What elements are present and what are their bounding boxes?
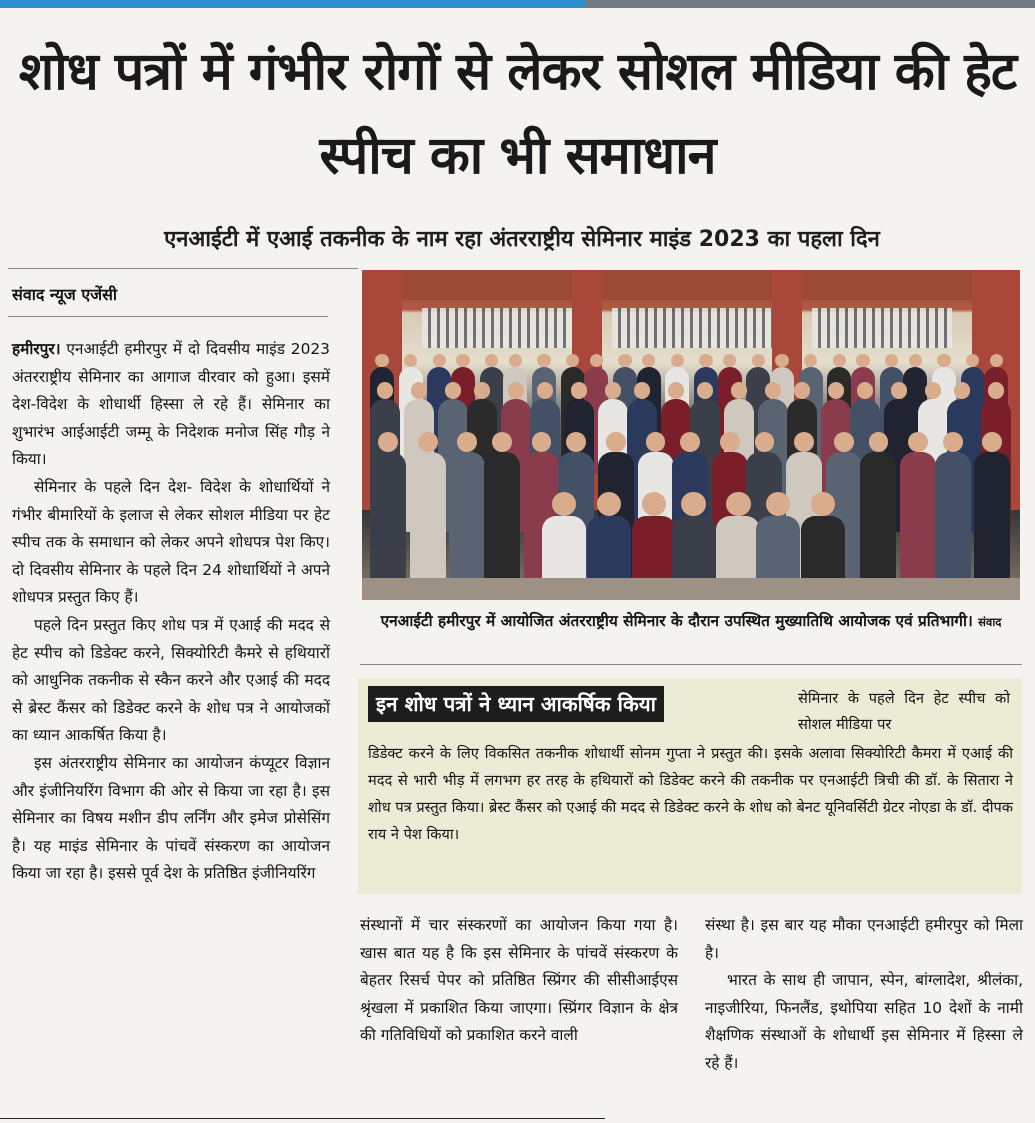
photo-person-head bbox=[775, 354, 788, 367]
bottom-rule bbox=[0, 1118, 605, 1123]
photo-person-head bbox=[377, 382, 394, 399]
article-column-1 bbox=[12, 336, 330, 888]
photo-person-head bbox=[794, 432, 814, 452]
photo-person-head bbox=[642, 354, 655, 367]
photo-person-head bbox=[618, 354, 631, 367]
photo-person bbox=[935, 452, 971, 582]
photo-person bbox=[900, 452, 936, 582]
photo-person bbox=[860, 452, 896, 582]
group-photo bbox=[362, 270, 1020, 600]
photo-person bbox=[974, 452, 1010, 582]
photo-person-head bbox=[605, 382, 622, 399]
photo-person bbox=[756, 516, 800, 582]
photo-person-head bbox=[418, 432, 438, 452]
photo-person-head bbox=[834, 432, 854, 452]
box-body-text: डिडेक्ट करने के लिए विकसित तकनीक शोधार्थी सोनम गुप्ता ने प्रस्तुत की। इसके अलावा सिक्योरिटी कैमरा में एआई की मदद से भारी भीड़ में लगभग हर तरह के हथियारों को डिडेक्ट करने की तकनीक पर एनआईटी त्रिची की डॉ. के सितारा ने शोध पत्र प्रस्तुत किया। ब्रेस्ट कैंसर को एआई की मदद से डिडेक्ट करने के शोध को बेनट यूनिवर्सिटी ग्रेटर नोएडा के डॉ. दीपक राय ने पेश किया। bbox=[368, 745, 1013, 843]
photo-person-head bbox=[571, 382, 588, 399]
photo-person-head bbox=[726, 492, 750, 516]
photo-person-head bbox=[731, 382, 748, 399]
photo-person-head bbox=[908, 432, 928, 452]
photo-person-head bbox=[755, 432, 775, 452]
photo-person-head bbox=[765, 382, 782, 399]
photo-person-head bbox=[794, 382, 811, 399]
photo-person-head bbox=[828, 382, 845, 399]
photo-person-head bbox=[954, 382, 971, 399]
photo-person-head bbox=[606, 432, 626, 452]
dateline: हमीरपुर। bbox=[12, 340, 61, 358]
photo-person-head bbox=[937, 354, 950, 367]
photo-person bbox=[632, 516, 676, 582]
article-column-3 bbox=[705, 912, 1023, 1078]
photo-person-head bbox=[885, 354, 898, 367]
photo-person bbox=[370, 452, 406, 582]
photo-person-head bbox=[869, 432, 889, 452]
photo-credit: संवाद bbox=[978, 615, 1002, 629]
photo-person-head bbox=[925, 382, 942, 399]
photo-person-head bbox=[634, 382, 651, 399]
photo-person-head bbox=[597, 492, 621, 516]
photo-person-head bbox=[532, 432, 552, 452]
photo-person bbox=[410, 452, 446, 582]
photo-person-head bbox=[537, 382, 554, 399]
photo-person-head bbox=[566, 354, 579, 367]
news-agency: संवाद न्यूज एजेंसी bbox=[12, 285, 118, 304]
photo-person-head bbox=[988, 382, 1005, 399]
photo-caption bbox=[362, 608, 1020, 636]
photo-person-head bbox=[375, 354, 388, 367]
photo-person-head bbox=[456, 354, 469, 367]
box-title: इन शोध पत्रों ने ध्यान आकर्षिक किया bbox=[368, 686, 664, 722]
photo-person bbox=[716, 516, 760, 582]
photo-person-head bbox=[404, 354, 417, 367]
paragraph: सेमिनार के पहले दिन देश- विदेश के शोधार्थियों ने गंभीर बीमारियों के इलाज से लेकर सोशल मीडिया पर हेट स्पीच तक के समाधान को लेकर अपने शोधपत्र पेश किए। दो दिवसीय सेमिनार के पहले दिन 24 शोधार्थियों ने अपने शोधपत्र प्रस्तुत किए हैं। bbox=[12, 477, 330, 607]
photo-person-head bbox=[668, 382, 685, 399]
photo-person bbox=[484, 452, 520, 582]
photo-person-head bbox=[378, 432, 398, 452]
paragraph: भारत के साथ ही जापान, स्पेन, बांग्लादेश, श्रीलंका, नाइजीरिया, फिनलैंड, इथोपिया सहित 10 देशों के नामी शैक्षणिक संस्थाओं के शोधार्थी इस सेमिनार में हिस्सा ले रहे हैं। bbox=[705, 971, 1023, 1072]
photo-person-head bbox=[857, 382, 874, 399]
paragraph bbox=[12, 336, 330, 474]
subheadline: एनआईटी में एआई तकनीक के नाम रहा अंतरराष्ट्रीय सेमिनार माइंड 2023 का पहला दिन bbox=[164, 227, 880, 252]
divider bbox=[360, 664, 1022, 665]
article-column-2 bbox=[360, 912, 678, 1050]
photo-person-head bbox=[411, 382, 428, 399]
paragraph-text: एनआईटी हमीरपुर में दो दिवसीय माइंड 2023 अंतरराष्ट्रीय सेमिनार का आगाज वीरवार को हुआ। इसमें देश-विदेश के शोधार्थी हिस्सा ले रहे हैं। सेमिनार का शुभारंभ आईआईटी जम्मू के निदेशक मनोज सिंह गौड़ ने किया। bbox=[12, 340, 330, 469]
photo-person bbox=[801, 516, 845, 582]
photo-person-head bbox=[433, 354, 446, 367]
photo-person bbox=[449, 452, 485, 582]
photo-person-head bbox=[457, 432, 477, 452]
photo-person-head bbox=[982, 432, 1002, 452]
paragraph: पहले दिन प्रस्तुत किए शोध पत्र में एआई की मदद से हेट स्पीच को डिडेक्ट करने, सिक्योरिटी कैमरे से हथियारों को आधुनिक तकनीक से स्कैन करने और एआई की मदद से ब्रेस्ट कैंसर को डिडेक्ट करने के शोध पत्र ने आयोजकों का ध्यान आकर्षित किया है। bbox=[12, 615, 330, 745]
photo-person-head bbox=[943, 432, 963, 452]
photo-person-head bbox=[680, 432, 700, 452]
photo-person-head bbox=[833, 354, 846, 367]
photo-person-head bbox=[720, 432, 740, 452]
photo-person-head bbox=[990, 354, 1003, 367]
photo-person-head bbox=[671, 354, 684, 367]
caption-text: एनआईटी हमीरपुर में आयोजित अंतरराष्ट्रीय सेमिनार के दौरान उपस्थित मुख्यातिथि आयोजक एवं प्रतिभागी। bbox=[380, 612, 973, 630]
photo-person-head bbox=[590, 354, 603, 367]
photo-person-head bbox=[485, 354, 498, 367]
photo-person-head bbox=[492, 432, 512, 452]
paragraph: इस अंतरराष्ट्रीय सेमिनार का आयोजन कंप्यूटर विज्ञान और इंजीनियरिंग विभाग की ओर से किया जा रहा है। इस सेमिनार का विषय मशीन डीप लर्निंग और इमेज प्रोसेसिंग है। यह माइंड सेमिनार के पांचवें संस्करण का आयोजन किया जा रहा है। इससे पूर्व देश के प्रतिष्ठित इंजीनियरिंग bbox=[12, 753, 330, 883]
photo-person-head bbox=[642, 492, 666, 516]
photo-person-head bbox=[697, 382, 714, 399]
divider bbox=[8, 268, 358, 269]
photo-person-head bbox=[566, 432, 586, 452]
photo-person bbox=[587, 516, 631, 582]
photo-person-head bbox=[856, 354, 869, 367]
photo-person-head bbox=[509, 354, 522, 367]
top-color-bar bbox=[0, 0, 1035, 8]
photo-person-head bbox=[646, 432, 666, 452]
headline: शोध पत्रों में गंभीर रोगों से लेकर सोशल मीडिया की हेट स्पीच का भी समाधान bbox=[18, 42, 1017, 186]
photo-person-head bbox=[966, 354, 979, 367]
divider bbox=[8, 316, 328, 317]
photo-person-head bbox=[508, 382, 525, 399]
photo-person-head bbox=[891, 382, 908, 399]
photo-person-head bbox=[445, 382, 462, 399]
paragraph: संस्थानों में चार संस्करणों का आयोजन किया गया है। खास बात यह है कि इस सेमिनार के पांचवें संस्करण के बेहतर रिसर्च पेपर को प्रतिष्ठित स्प्रिंगर की सीसीआईएस श्रृंखला में प्रकाशित किया जाएगा। स्प्रिंगर विज्ञान के क्षेत्र की गतिविधियों को प्रकाशित करने वाली bbox=[360, 916, 678, 1045]
paragraph: संस्था है। इस बार यह मौका एनआईटी हमीरपुर को मिला है। bbox=[705, 916, 1023, 962]
photo-person-head bbox=[804, 354, 817, 367]
photo-person-head bbox=[752, 354, 765, 367]
photo-person bbox=[672, 516, 716, 582]
photo-person bbox=[542, 516, 586, 582]
photo-person-head bbox=[537, 354, 550, 367]
photo-person-head bbox=[474, 382, 491, 399]
photo-person-head bbox=[723, 354, 736, 367]
box-lead-text: सेमिनार के पहले दिन हेट स्पीच को सोशल मीडिया पर bbox=[798, 690, 1010, 733]
photo-person-head bbox=[699, 354, 712, 367]
photo-person-head bbox=[909, 354, 922, 367]
photo-person-head bbox=[681, 492, 705, 516]
